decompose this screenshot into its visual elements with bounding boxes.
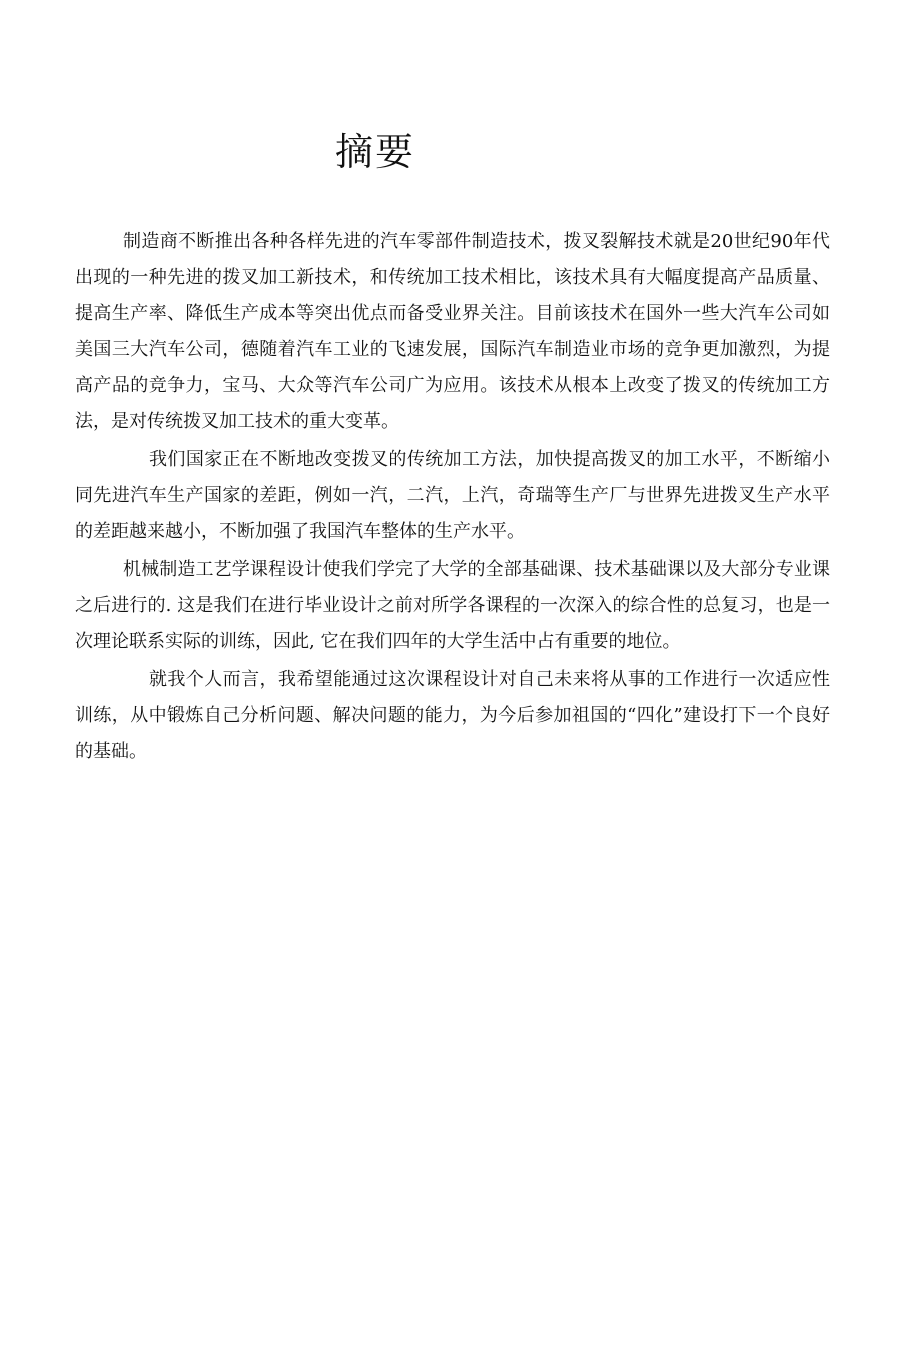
paragraph-3: 机械制造工艺学课程设计使我们学完了大学的全部基础课、技术基础课以及大部分专业课之后进行的. 这是我们在进行毕业设计之前对所学各课程的一次深入的综合性的总复习，也是一次理论联系实际的训练，因此, 它在我们四年的大学生活中占有重要的地位。	[75, 559, 830, 652]
page-title: 摘要	[334, 130, 415, 174]
paragraph-1: 制造商不断推出各种各样先进的汽车零部件制造技术，拨叉裂解技术就是20世纪90年代出现的一种先进的拨叉加工新技术，和传统加工技术相比，该技术具有大幅度提高产品质量、提高生产率、降低生产成本等突出优点而备受业界关注。目前该技术在国外一些大汽车公司如美国三大汽车公司，德随着汽车工业的飞速发展，国际汽车制造业市场的竞争更加激烈，为提高产品的竞争力，宝马、大众等汽车公司广为应用。该技术从根本上改变了拨叉的传统加工方法，是对传统拨叉加工技术的重大变革。	[75, 231, 830, 432]
paragraph-4: 就我个人而言，我希望能通过这次课程设计对自己未来将从事的工作进行一次适应性训练，从中锻炼自己分析问题、解决问题的能力，为今后参加祖国的“四化”建设打下一个良好的基础。	[75, 669, 830, 762]
paragraph-2: 我们国家正在不断地改变拨叉的传统加工方法，加快提高拨叉的加工水平，不断缩小同先进汽车生产国家的差距，例如一汽，二汽，上汽，奇瑞等生产厂与世界先进拨叉生产水平的差距越来越小，不断加强了我国汽车整体的生产水平。	[75, 449, 830, 542]
abstract-body	[75, 224, 830, 772]
